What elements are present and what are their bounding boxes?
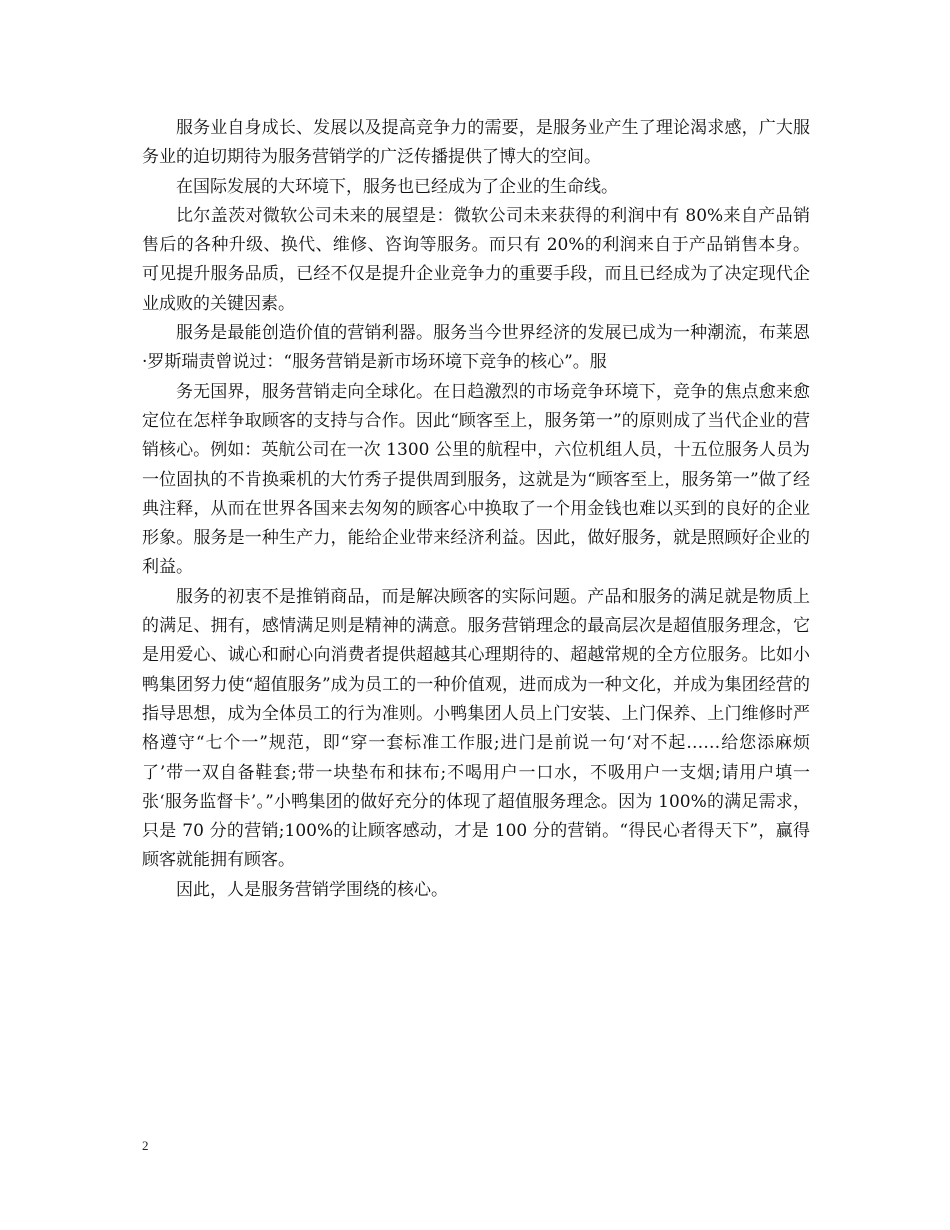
paragraph-3: 比尔盖茨对微软公司未来的展望是：微软公司未来获得的利润中有 80%来自产品销售后的各种升级、换代、维修、咨询等服务。而只有 20%的利润来自于产品销售本身。可见提升服务品质，已经不仅是提升企业竞争力的重要手段，而且已经成为了决定现代企业成败的关键因素。 [142, 205, 810, 314]
paragraph-5: 务无国界，服务营销走向全球化。在日趋激烈的市场竞争环境下，竞争的焦点愈来愈定位在怎样争取顾客的支持与合作。因此“顾客至上，服务第一”的原则成了当代企业的营销核心。例如：英航公司在一次 1300 公里的航程中，六位机组人员，十五位服务人员为一位固执的不肯换乘机的大竹秀子提供周到服务，这就是为“顾客至上，服务第一”做了经典注释，从而在世界各国来去匆匆的顾客心中换取了一个用金钱也难以买到的良好的企业形象。服务是一种生产力，能给企业带来经济利益。因此，做好服务，就是照顾好企业的利益。 [142, 381, 810, 578]
page-number: 2 [142, 1138, 149, 1153]
body-text [142, 114, 810, 905]
paragraph-1: 服务业自身成长、发展以及提高竞争力的需要，是服务业产生了理论渴求感，广大服务业的迫切期待为服务营销学的广泛传播提供了博大的空间。 [142, 118, 810, 168]
paragraph-6: 服务的初衷不是推销商品，而是解决顾客的实际问题。产品和服务的满足就是物质上的满足、拥有，感情满足则是精神的满意。服务营销理念的最高层次是超值服务理念，它是用爱心、诚心和耐心向消费者提供超越其心理期待的、超越常规的全方位服务。比如小鸭集团努力使“超值服务”成为员工的一种价值观，进而成为一种文化，并成为集团经营的指导思想，成为全体员工的行为准则。小鸭集团人员上门安装、上门保养、上门维修时严格遵守“七个一”规范，即“穿一套标准工作服;进门是前说一句‘对不起……给您添麻烦了’带一双自备鞋套;带一块垫布和抹布;不喝用户一口水，不吸用户一支烟;请用户填一张‘服务监督卡’。”小鸭集团的做好充分的体现了超值服务理念。因为 100%的满足需求，只是 70 分的营销;100%的让顾客感动，才是 100 分的营销。“得民心者得天下”，赢得顾客就能拥有顾客。 [142, 586, 810, 871]
paragraph-4: 服务是最能创造价值的营销利器。服务当今世界经济的发展已成为一种潮流，布莱恩·罗斯瑞责曾说过：“服务营销是新市场环境下竞争的核心”。服 [142, 323, 810, 373]
paragraph-7: 因此，人是服务营销学围绕的核心。 [176, 879, 448, 900]
paragraph-2: 在国际发展的大环境下，服务也已经成为了企业的生命线。 [176, 176, 618, 197]
